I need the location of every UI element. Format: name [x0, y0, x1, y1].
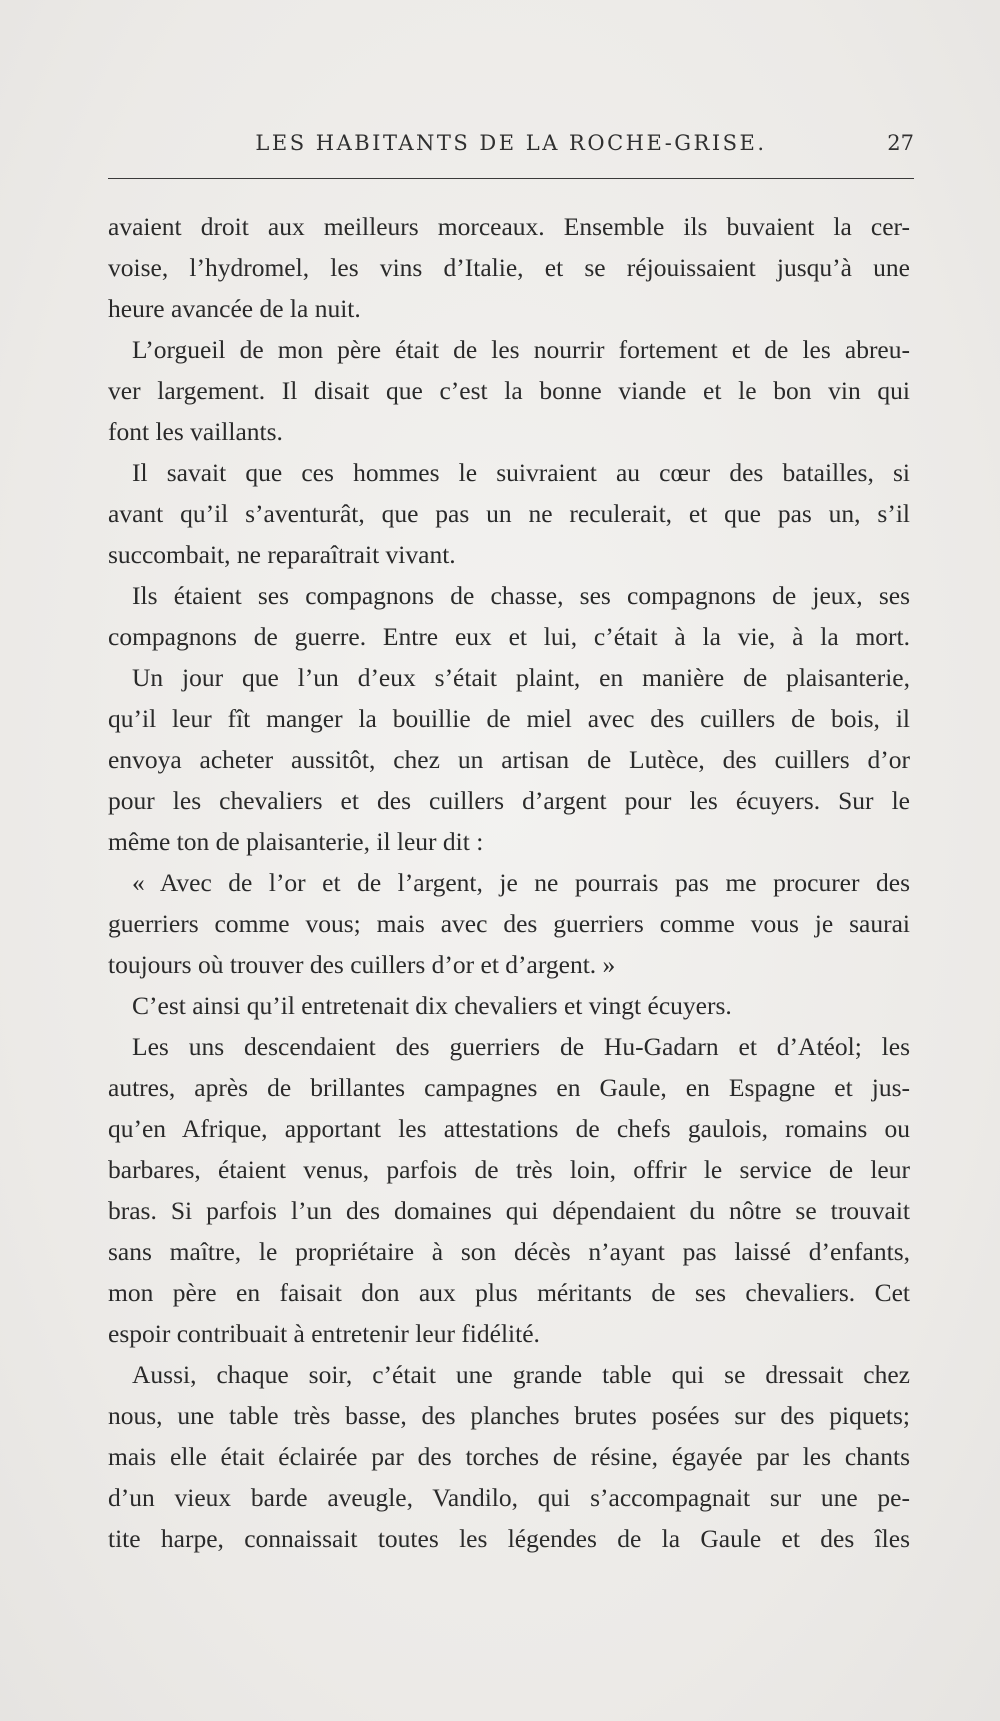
text-line: Un jour que l’un d’eux s’était plaint, en manière de plaisanterie,	[132, 663, 910, 692]
text-line: avant qu’il s’aventurât, que pas un ne reculerait, et que pas un, s’il	[108, 499, 910, 528]
text-line: Aussi, chaque soir, c’était une grande table qui se dressait chez	[132, 1360, 910, 1389]
running-title: LES HABITANTS DE LA ROCHE-GRISE.	[255, 131, 767, 155]
text-line: ver largement. Il disait que c’est la bonne viande et le bon vin qui	[108, 376, 910, 405]
text-line: barbares, étaient venus, parfois de très loin, offrir le service de leur	[108, 1155, 910, 1184]
text-line: « Avec de l’or et de l’argent, je ne pourrais pas me procurer des	[132, 868, 910, 897]
text-line: succombait, ne reparaîtrait vivant.	[108, 540, 456, 569]
text-line: mon père en faisait don aux plus méritants de ses chevaliers. Cet	[108, 1278, 910, 1307]
text-line: tite harpe, connaissait toutes les légendes de la Gaule et des îles	[108, 1524, 910, 1553]
body-text	[108, 206, 910, 1559]
text-line: Il savait que ces hommes le suivraient au cœur des batailles, si	[132, 458, 910, 487]
text-line: Ils étaient ses compagnons de chasse, ses compagnons de jeux, ses	[132, 581, 910, 610]
text-line: envoya acheter aussitôt, chez un artisan de Lutèce, des cuillers d’or	[108, 745, 910, 774]
text-line: font les vaillants.	[108, 417, 283, 446]
text-line: nous, une table très basse, des planches brutes posées sur des piquets;	[108, 1401, 910, 1430]
text-line: toujours où trouver des cuillers d’or et d’argent. »	[108, 950, 616, 979]
text-line: guerriers comme vous; mais avec des guerriers comme vous je saurai	[108, 909, 910, 938]
text-line: sans maître, le propriétaire à son décès n’ayant pas laissé d’enfants,	[108, 1237, 910, 1266]
text-line: avaient droit aux meilleurs morceaux. Ensemble ils buvaient la cer-	[108, 212, 910, 241]
text-line: bras. Si parfois l’un des domaines qui dépendaient du nôtre se trouvait	[108, 1196, 910, 1225]
text-line: voise, l’hydromel, les vins d’Italie, et se réjouissaient jusqu’à une	[108, 253, 910, 282]
text-line: C’est ainsi qu’il entretenait dix chevaliers et vingt écuyers.	[132, 991, 732, 1020]
header-rule	[108, 178, 914, 179]
text-line: espoir contribuait à entretenir leur fidélité.	[108, 1319, 540, 1348]
text-line: Les uns descendaient des guerriers de Hu-Gadarn et d’Atéol; les	[132, 1032, 910, 1061]
text-line: même ton de plaisanterie, il leur dit :	[108, 827, 484, 856]
text-line: d’un vieux barde aveugle, Vandilo, qui s’accompagnait sur une pe-	[108, 1483, 910, 1512]
text-line: qu’en Afrique, apportant les attestations de chefs gaulois, romains ou	[108, 1114, 910, 1143]
text-line: qu’il leur fît manger la bouillie de miel avec des cuillers de bois, il	[108, 704, 910, 733]
text-line: heure avancée de la nuit.	[108, 294, 361, 323]
text-line: mais elle était éclairée par des torches de résine, égayée par les chants	[108, 1442, 910, 1471]
page-number: 27	[887, 131, 914, 155]
text-line: pour les chevaliers et des cuillers d’argent pour les écuyers. Sur le	[108, 786, 910, 815]
text-line: L’orgueil de mon père était de les nourrir fortement et de les abreu-	[132, 335, 910, 364]
text-line: autres, après de brillantes campagnes en Gaule, en Espagne et jus-	[108, 1073, 910, 1102]
running-head	[108, 128, 914, 158]
text-line: compagnons de guerre. Entre eux et lui, c’était à la vie, à la mort.	[108, 622, 910, 651]
